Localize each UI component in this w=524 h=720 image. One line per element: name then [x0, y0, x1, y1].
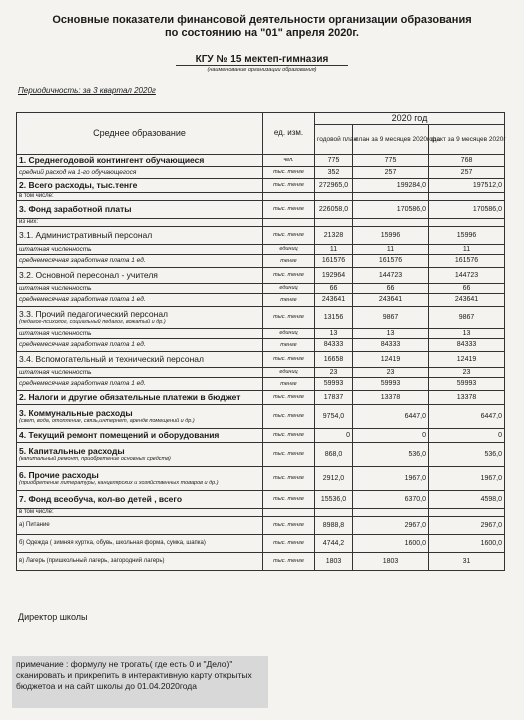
note-line: сканировать и прикрепить в интерактивную карту открытых — [16, 670, 252, 681]
report-title-line2: по состоянию на "01" апреля 2020г. — [165, 27, 359, 39]
plan-9-months-value: 1803 — [353, 553, 429, 571]
plan-9-months-value: 23 — [353, 368, 429, 378]
plan-9-months-value: 2967,0 — [353, 517, 429, 535]
table-row — [17, 167, 505, 179]
fact-9-months-value: 1967,0 — [429, 467, 505, 491]
fact-9-months-value: 31 — [429, 553, 505, 571]
row-label-text: в) Лагерь (пришкольный лагерь, загородний лагерь) — [19, 558, 165, 565]
fact-9-months-value: 0 — [429, 429, 505, 443]
row-label — [17, 368, 263, 378]
row-label-text: а) Питание — [19, 522, 50, 529]
financial-indicators-table — [16, 112, 505, 571]
row-label — [17, 491, 263, 509]
table-row — [17, 405, 505, 429]
row-label-text: среднемесячная заработная плата 1 ед. — [19, 257, 146, 265]
fact-9-months-value: 2967,0 — [429, 517, 505, 535]
table-row — [17, 339, 505, 352]
fact-9-months-value: 243641 — [429, 294, 505, 307]
row-unit: тыс. тенге — [263, 307, 315, 329]
fact-9-months-value: 66 — [429, 284, 505, 294]
plan-9-months-value — [353, 509, 429, 517]
row-label-text: средний расход на 1-го обучающегося — [19, 168, 137, 176]
row-unit: тенге — [263, 294, 315, 307]
row-label-subtext: (свет, вода, отопление, связь,интернет, арендв помещений и др.) — [19, 418, 195, 425]
row-label — [17, 339, 263, 352]
table-row — [17, 329, 505, 339]
row-unit: тыс. тенге — [263, 553, 315, 571]
row-label — [17, 193, 263, 201]
table-row — [17, 294, 505, 307]
table-row — [17, 201, 505, 219]
row-label-text: 4. Текущий ремонт помещений и оборудования — [19, 429, 220, 440]
row-unit: тыс. тенге — [263, 167, 315, 179]
annual-plan-value — [315, 219, 353, 227]
row-label-text: 2. Налоги и другие обязательные платежи в бюджет — [19, 391, 241, 402]
table-row — [17, 517, 505, 535]
header-annual-plan: годовой план — [315, 125, 353, 155]
table-row — [17, 284, 505, 294]
organization-name: КГУ № 15 мектеп-гимназия — [195, 54, 329, 65]
table-row — [17, 368, 505, 378]
row-unit: тыс. тенге — [263, 535, 315, 553]
fact-9-months-value: 257 — [429, 167, 505, 179]
annual-plan-value: 84333 — [315, 339, 353, 352]
row-unit: тенге — [263, 255, 315, 268]
header-plan-9-months: план за 9 месяцев 2020года — [353, 125, 429, 155]
row-unit: единиц — [263, 284, 315, 294]
row-label — [17, 517, 263, 535]
table-row — [17, 391, 505, 405]
row-label — [17, 429, 263, 443]
fact-9-months-value: 12419 — [429, 352, 505, 368]
organization-caption: (наименование организации образования) — [207, 67, 317, 73]
row-label — [17, 179, 263, 193]
plan-9-months-value: 6447,0 — [353, 405, 429, 429]
row-label — [17, 467, 263, 491]
table-row — [17, 193, 505, 201]
report-title-line1: Основные показатели финансовой деятельности организации образования — [52, 14, 472, 26]
annual-plan-value: 11 — [315, 245, 353, 255]
fact-9-months-value: 536,0 — [429, 443, 505, 467]
row-label-text: б) Одежда ( зимняя куртка, обувь, школьная форма, сумка, шапка) — [19, 540, 206, 547]
header-year: 2020 год — [315, 113, 505, 125]
row-label-subtext: (приобретение литературы, канцелярских и хозяйственных товаров и др.) — [19, 480, 219, 487]
table-row — [17, 352, 505, 368]
director-signature-label: Директор школы — [18, 612, 88, 622]
fact-9-months-value — [429, 509, 505, 517]
fact-9-months-value: 170586,0 — [429, 201, 505, 219]
annual-plan-value: 8988,8 — [315, 517, 353, 535]
annual-plan-value: 59993 — [315, 378, 353, 391]
plan-9-months-value: 11 — [353, 245, 429, 255]
annual-plan-value: 272965,0 — [315, 179, 353, 193]
table-row — [17, 378, 505, 391]
plan-9-months-value: 1967,0 — [353, 467, 429, 491]
plan-9-months-value: 536,0 — [353, 443, 429, 467]
row-unit: тыс. тенге — [263, 491, 315, 509]
plan-9-months-value: 12419 — [353, 352, 429, 368]
annual-plan-value: 1803 — [315, 553, 353, 571]
fact-9-months-value: 197512,0 — [429, 179, 505, 193]
row-label — [17, 352, 263, 368]
fact-9-months-value: 13 — [429, 329, 505, 339]
header-fact-9-months: факт за 9 месяцев 2020г — [429, 125, 505, 155]
annual-plan-value: 16658 — [315, 352, 353, 368]
row-label — [17, 329, 263, 339]
row-unit: тыс. тенге — [263, 517, 315, 535]
table-row — [17, 467, 505, 491]
row-unit: тыс. тенге — [263, 405, 315, 429]
row-unit — [263, 193, 315, 201]
fact-9-months-value: 59993 — [429, 378, 505, 391]
plan-9-months-value: 6370,0 — [353, 491, 429, 509]
row-label — [17, 268, 263, 284]
row-label-text: штатная численность — [19, 284, 92, 292]
plan-9-months-value: 144723 — [353, 268, 429, 284]
note-box — [12, 656, 268, 708]
table-row — [17, 155, 505, 167]
row-label-text: 3.3. Прочий педагогический персонал — [19, 308, 169, 319]
plan-9-months-value: 84333 — [353, 339, 429, 352]
row-label-text: в том числе: — [19, 193, 54, 200]
row-label-text: среднемесячная заработная плата 1 ед. — [19, 341, 146, 349]
row-unit — [263, 219, 315, 227]
annual-plan-value: 0 — [315, 429, 353, 443]
fact-9-months-value: 9867 — [429, 307, 505, 329]
fact-9-months-value — [429, 193, 505, 201]
annual-plan-value: 15536,0 — [315, 491, 353, 509]
fact-9-months-value: 1600,0 — [429, 535, 505, 553]
plan-9-months-value: 161576 — [353, 255, 429, 268]
row-label-text: штатная численность — [19, 329, 92, 337]
row-label — [17, 391, 263, 405]
annual-plan-value: 226058,0 — [315, 201, 353, 219]
row-label-subtext: (педагог-психолог, социальный педагог, вожатый и др.) — [19, 319, 166, 326]
row-unit: тыс. тенге — [263, 391, 315, 405]
plan-9-months-value: 257 — [353, 167, 429, 179]
row-label — [17, 535, 263, 553]
plan-9-months-value: 9867 — [353, 307, 429, 329]
plan-9-months-value: 0 — [353, 429, 429, 443]
row-label-text: 3. Коммунальные расходы — [19, 407, 133, 418]
row-unit: тыс. тенге — [263, 179, 315, 193]
fact-9-months-value: 768 — [429, 155, 505, 167]
row-label-text: 3.2. Основной пересонал - учителя — [19, 269, 158, 280]
annual-plan-value: 868,0 — [315, 443, 353, 467]
plan-9-months-value: 775 — [353, 155, 429, 167]
table-row — [17, 429, 505, 443]
row-label — [17, 294, 263, 307]
annual-plan-value: 161576 — [315, 255, 353, 268]
row-unit: тыс. тенге — [263, 227, 315, 245]
plan-9-months-value: 199284,0 — [353, 179, 429, 193]
annual-plan-value: 4744,2 — [315, 535, 353, 553]
fact-9-months-value: 15996 — [429, 227, 505, 245]
fact-9-months-value: 161576 — [429, 255, 505, 268]
row-label — [17, 378, 263, 391]
row-label — [17, 167, 263, 179]
fact-9-months-value: 84333 — [429, 339, 505, 352]
annual-plan-value: 243641 — [315, 294, 353, 307]
table-row — [17, 219, 505, 227]
row-unit: единиц — [263, 329, 315, 339]
row-label-text: 1. Среднегодовой контингент обучающиеся — [19, 154, 205, 165]
row-label — [17, 553, 263, 571]
row-label-text: штатная численность — [19, 245, 92, 253]
fact-9-months-value: 13378 — [429, 391, 505, 405]
organization-underline — [176, 65, 348, 66]
row-label-text: из них: — [19, 219, 39, 226]
fact-9-months-value: 6447,0 — [429, 405, 505, 429]
row-label — [17, 405, 263, 429]
fact-9-months-value: 4598,0 — [429, 491, 505, 509]
plan-9-months-value — [353, 193, 429, 201]
row-label-text: 2. Всего расходы, тыс.тенге — [19, 179, 138, 190]
row-label — [17, 201, 263, 219]
table-row — [17, 307, 505, 329]
annual-plan-value: 66 — [315, 284, 353, 294]
annual-plan-value: 23 — [315, 368, 353, 378]
fact-9-months-value: 11 — [429, 245, 505, 255]
plan-9-months-value: 13 — [353, 329, 429, 339]
row-unit: чел. — [263, 155, 315, 167]
plan-9-months-value: 243641 — [353, 294, 429, 307]
row-label — [17, 307, 263, 329]
annual-plan-value: 192964 — [315, 268, 353, 284]
row-unit: тенге — [263, 339, 315, 352]
table-row — [17, 443, 505, 467]
row-label-text: в том числе: — [19, 509, 54, 516]
row-label — [17, 227, 263, 245]
row-unit: тенге — [263, 378, 315, 391]
note-line: бюджетоа и на сайт школы до 01.04.2020года — [16, 681, 197, 692]
row-label-text: 3. Фонд заработной платы — [19, 203, 132, 214]
fact-9-months-value: 23 — [429, 368, 505, 378]
row-unit: тыс. тенге — [263, 443, 315, 467]
row-label — [17, 245, 263, 255]
table-row — [17, 509, 505, 517]
plan-9-months-value: 13378 — [353, 391, 429, 405]
table-row — [17, 268, 505, 284]
plan-9-months-value: 1600,0 — [353, 535, 429, 553]
row-label — [17, 284, 263, 294]
table-row — [17, 535, 505, 553]
table-row — [17, 553, 505, 571]
table-row — [17, 227, 505, 245]
plan-9-months-value: 66 — [353, 284, 429, 294]
row-label-text: 7. Фонд всеобуча, кол-во детей , всего — [19, 493, 183, 504]
row-unit: единиц — [263, 368, 315, 378]
header-name-column: Среднее образование — [17, 113, 263, 155]
annual-plan-value: 17837 — [315, 391, 353, 405]
row-label — [17, 509, 263, 517]
annual-plan-value: 13 — [315, 329, 353, 339]
plan-9-months-value — [353, 219, 429, 227]
row-unit: тыс. тенге — [263, 352, 315, 368]
row-label — [17, 255, 263, 268]
row-label — [17, 219, 263, 227]
plan-9-months-value: 15996 — [353, 227, 429, 245]
row-unit: тыс. тенге — [263, 268, 315, 284]
table-row — [17, 255, 505, 268]
row-unit — [263, 509, 315, 517]
row-label-text: 3.4. Вспомогательный и технический персонал — [19, 353, 204, 364]
row-label-text: 5. Капитальные расходы — [19, 445, 125, 456]
row-label-text: 3.1. Административный персонал — [19, 229, 153, 240]
plan-9-months-value: 59993 — [353, 378, 429, 391]
plan-9-months-value: 170586,0 — [353, 201, 429, 219]
row-label-subtext: (капитальный ремонт, приобретение основных средств) — [19, 456, 171, 463]
row-unit: тыс. тенге — [263, 467, 315, 491]
annual-plan-value: 352 — [315, 167, 353, 179]
row-unit: тыс. тенге — [263, 429, 315, 443]
annual-plan-value: 21328 — [315, 227, 353, 245]
annual-plan-value: 2912,0 — [315, 467, 353, 491]
table-row — [17, 491, 505, 509]
row-label-text: среднемесячная заработная плата 1 ед. — [19, 296, 146, 304]
note-line: примечание : формулу не трогать( где есть 0 и "Дело)" — [16, 659, 233, 669]
table-body — [17, 155, 505, 571]
fact-9-months-value — [429, 219, 505, 227]
annual-plan-value: 13156 — [315, 307, 353, 329]
row-label-text: 6. Прочие расходы — [19, 469, 99, 480]
table-row — [17, 245, 505, 255]
annual-plan-value: 775 — [315, 155, 353, 167]
annual-plan-value: 9754,0 — [315, 405, 353, 429]
row-label — [17, 155, 263, 167]
row-label-text: штатная численность — [19, 368, 92, 376]
row-unit: единиц — [263, 245, 315, 255]
row-unit: тыс. тенге — [263, 201, 315, 219]
annual-plan-value — [315, 193, 353, 201]
period-label: Периодичность: за 3 квартал 2020г — [18, 86, 156, 95]
row-label — [17, 443, 263, 467]
annual-plan-value — [315, 509, 353, 517]
table-row — [17, 179, 505, 193]
fact-9-months-value: 144723 — [429, 268, 505, 284]
header-unit-column: ед. изм. — [263, 113, 315, 155]
row-label-text: среднемесячная заработная плата 1 ед. — [19, 380, 146, 388]
